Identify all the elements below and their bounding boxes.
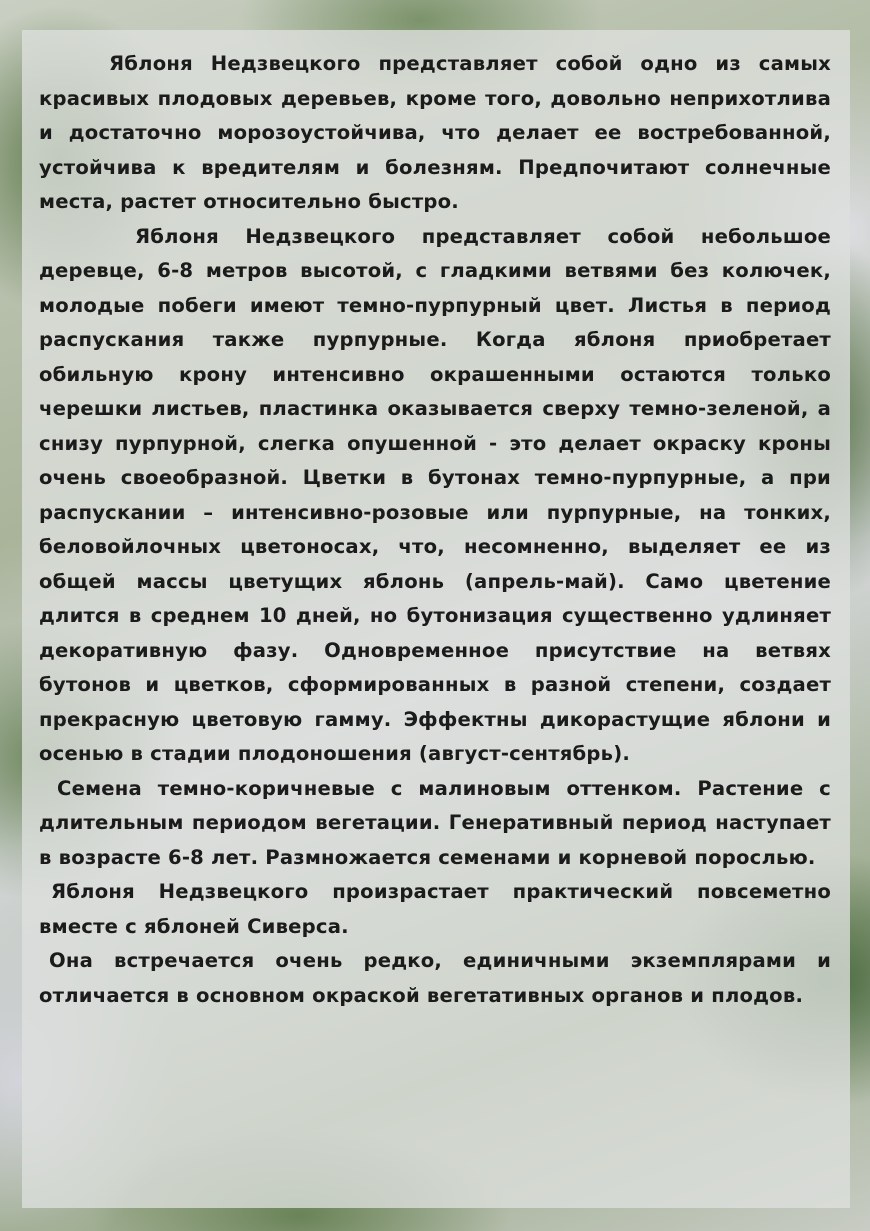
paragraph-description: Яблоня Недзвецкого представляет собой небольшое деревце, 6-8 метров высотой, с гладкими ветвями без колючек, молодые побеги имеют темно-пурпурный цвет. Листья в период распускания также пурпурные. Когда яблоня приобретает обильную крону интенсивно окрашенными остаются только черешки листьев, пластинка оказывается сверху темно-зеленой, а снизу пурпурной, слегка опушенной - это делает окраску кроны очень своеобразной. Цветки в бутонах темно-пурпурные, а при распускании – интенсивно-розовые или пурпурные, на тонких, беловойлочных цветоносах, что, несомненно, выделяет ее из общей массы цветущих яблонь (апрель-май). Само цветение длится в среднем 10 дней, но бутонизация существенно удлиняет декоративную фазу. Одновременное присутствие на ветвях бутонов и цветков, сформированных в разной степени, создает прекрасную цветовую гамму. Эффектны дикорастущие яблони и осенью в стадии плодоношения (август-сентябрь). [39,224,831,765]
paragraph-distribution: Яблоня Недзвецкого произрастает практический повсеметно вместе с яблоней Сиверса. [39,880,831,938]
paragraph-intro: Яблоня Недзвецкого представляет собой одно из самых красивых плодовых деревьев, кроме того, довольно неприхотлива и достаточно морозоустойчива, что делает ее востребованной, устойчива к вредителям и болезням. Предпочитают солнечные места, растет относительно быстро. [39,52,831,213]
article-text [39,47,831,1013]
text-panel [22,30,850,1208]
paragraph-seeds: Семена темно-коричневые с малиновым оттенком. Растение с длительным периодом вегетации. Генеративный период наступает в возрасте 6-8 лет. Размножается семенами и корневой порослью. [39,776,831,869]
paragraph-rarity: Она встречается очень редко, единичными экземплярами и отличается в основном окраской вегетативных органов и плодов. [39,949,831,1007]
